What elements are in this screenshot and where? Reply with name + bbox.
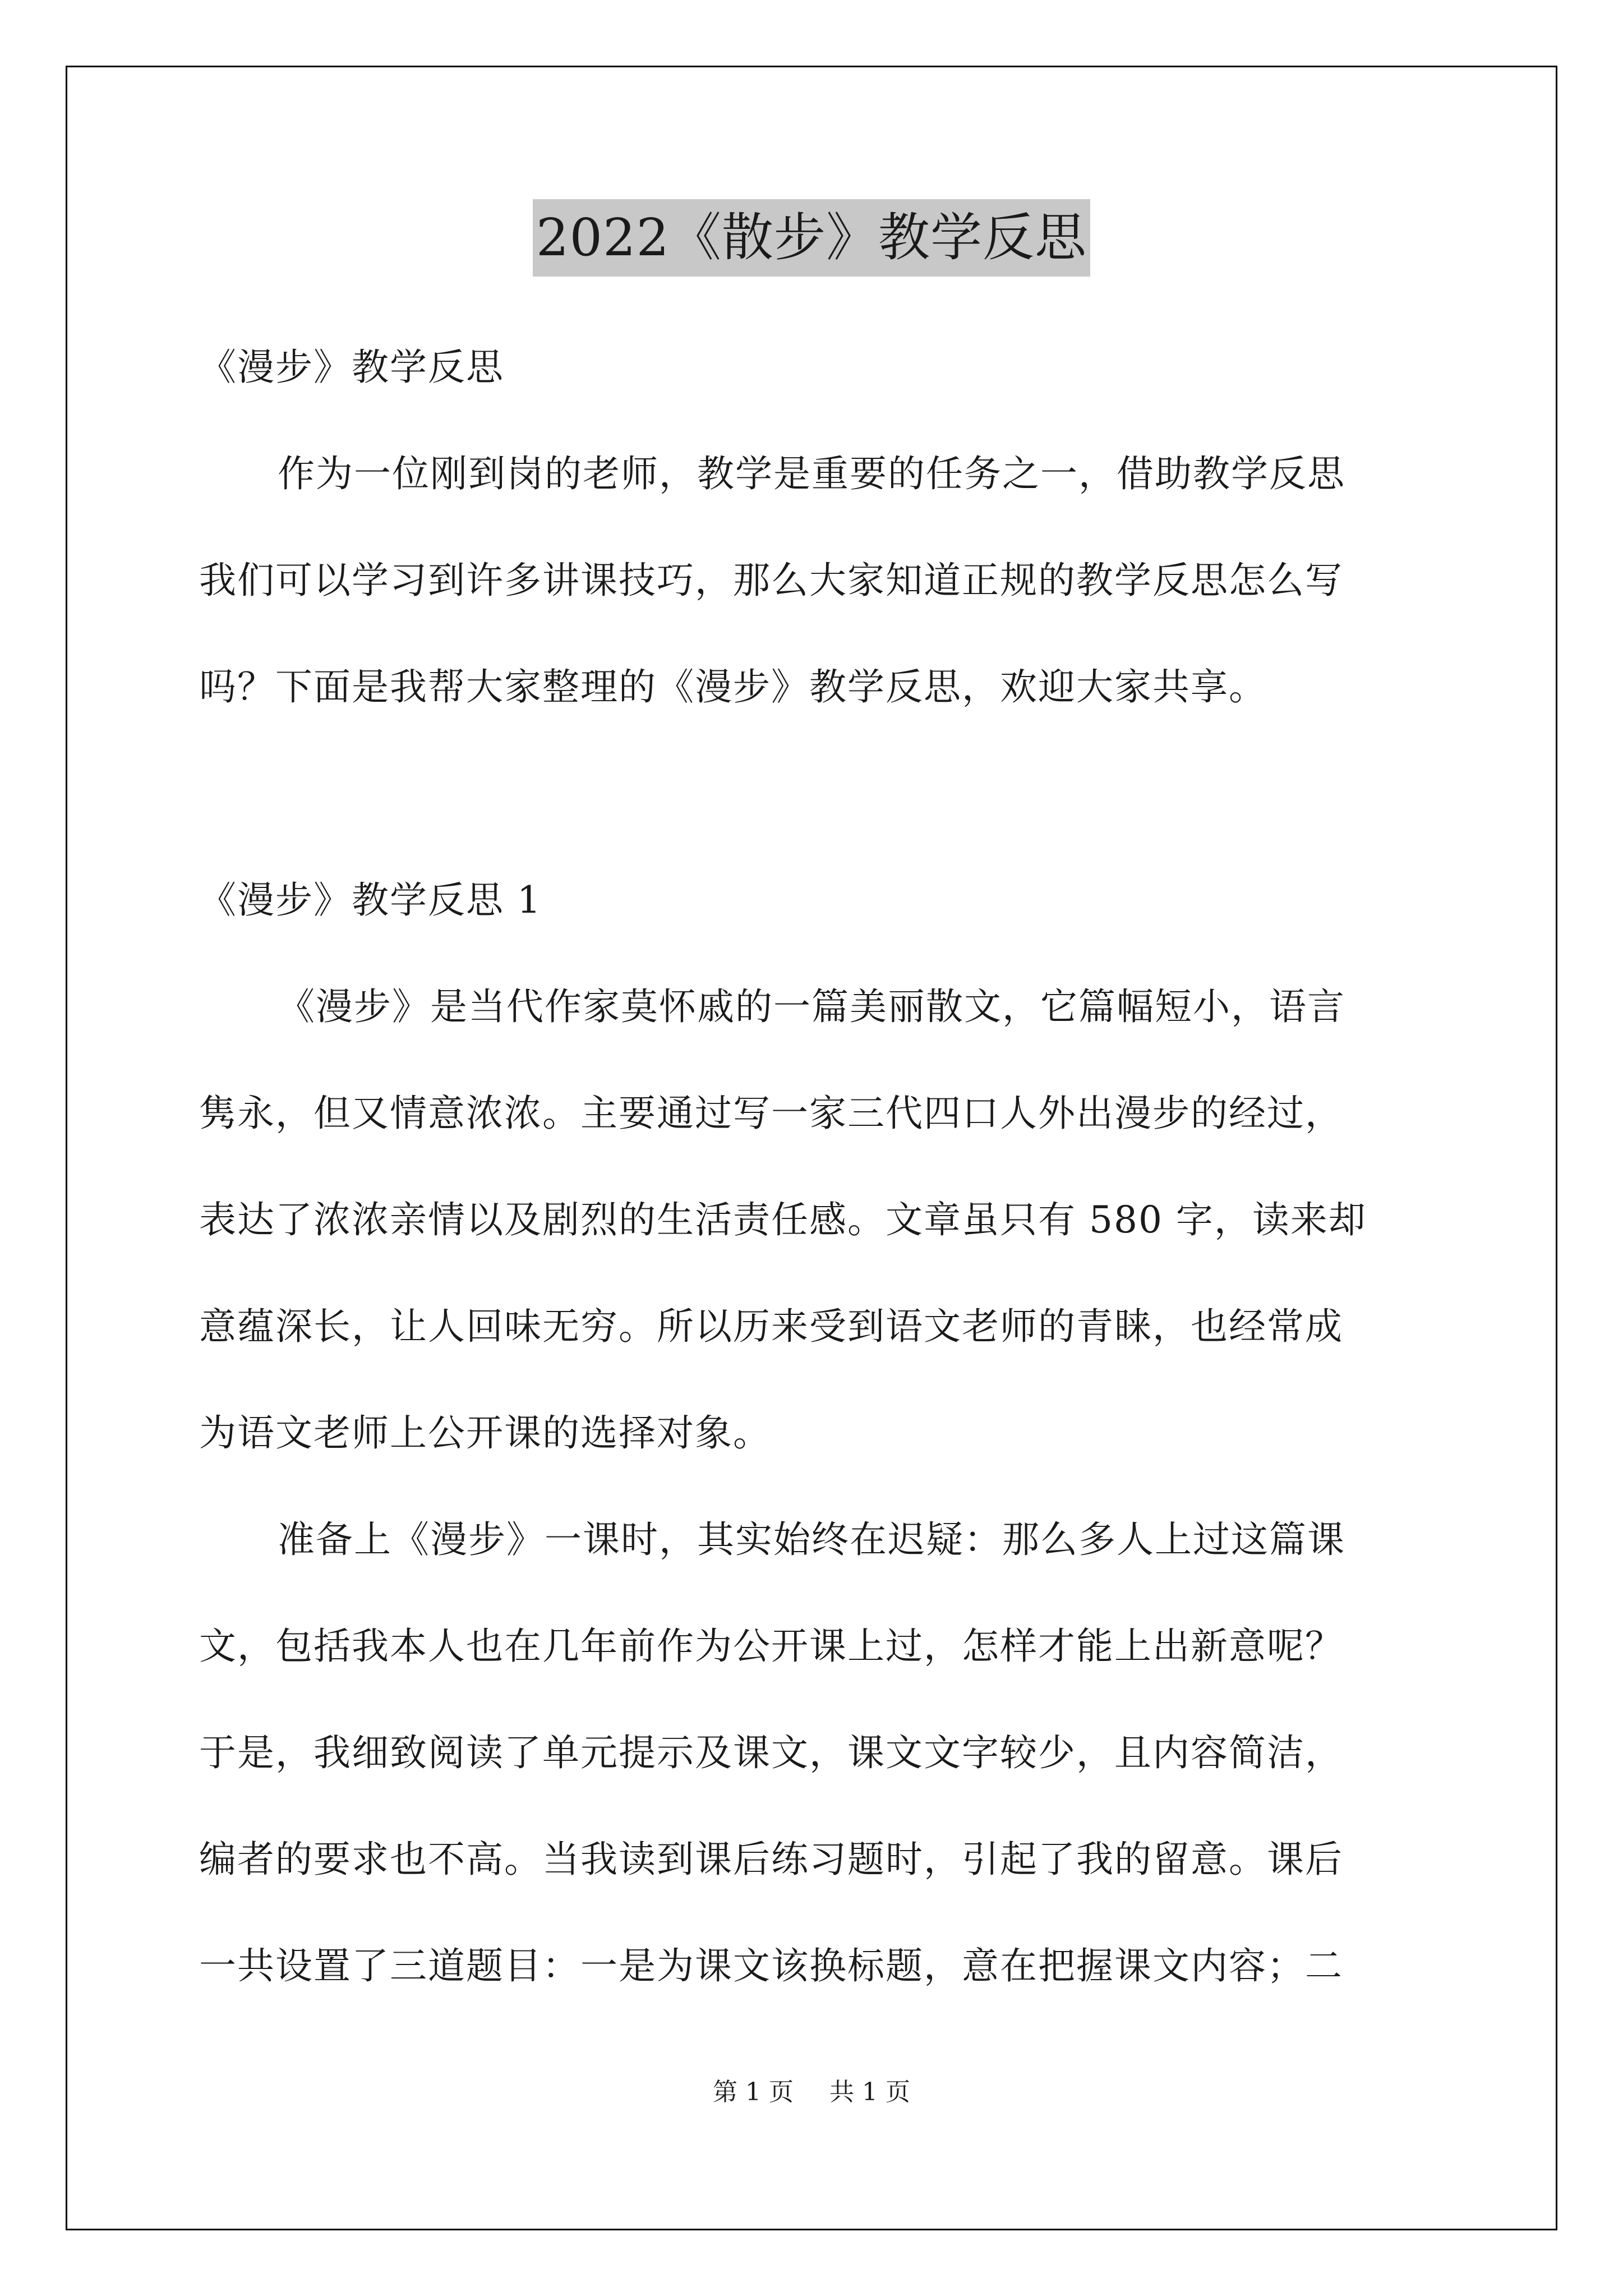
title-container — [0, 199, 1623, 277]
paragraph-line: 为语文老师上公开课的选择对象。 — [199, 1411, 771, 1455]
page-number: 第 1 页 — [713, 2078, 794, 2106]
section-heading: 《漫步》教学反思 — [199, 346, 504, 389]
document-body — [199, 314, 1427, 2019]
paragraph-line: 我们可以学习到许多讲课技巧，那么大家知道正规的教学反思怎么写 — [199, 559, 1343, 602]
document-title: 2022《散步》教学反思 — [533, 199, 1090, 277]
paragraph-line: 编者的要求也不高。当我读到课后练习题时，引起了我的留意。课后 — [199, 1838, 1343, 1881]
paragraph-line: 意蕴深长，让人回味无穷。所以历来受到语文老师的青睐，也经常成 — [199, 1305, 1343, 1348]
paragraph-line: 作为一位刚到岗的老师，教学是重要的任务之一，借助教学反思 — [278, 452, 1345, 495]
paragraph-line: 表达了浓浓亲情以及剧烈的生活责任感。文章虽只有 580 字，读来却 — [199, 1198, 1367, 1241]
paragraph-line: 隽永，但又情意浓浓。主要通过写一家三代四口人外出漫步的经过， — [199, 1092, 1343, 1135]
page-count: 共 1 页 — [829, 2078, 910, 2106]
paragraph-line: 一共设置了三道题目：一是为课文该换标题，意在把握课文内容；二 — [199, 1944, 1343, 1987]
paragraph-line: 文，包括我本人也在几年前作为公开课上过，怎样才能上出新意呢？ — [199, 1625, 1343, 1668]
paragraph-gap — [199, 740, 1427, 847]
section-heading: 《漫步》教学反思 1 — [199, 878, 542, 922]
paragraph-line: 于是，我细致阅读了单元提示及课文，课文文字较少，且内容简洁， — [199, 1731, 1343, 1774]
paragraph-line: 《漫步》是当代作家莫怀戚的一篇美丽散文，它篇幅短小，语言 — [278, 985, 1345, 1028]
paragraph-line: 吗？下面是我帮大家整理的《漫步》教学反思，欢迎大家共享。 — [199, 665, 1267, 708]
page-footer — [0, 2076, 1623, 2109]
paragraph-line: 准备上《漫步》一课时，其实始终在迟疑：那么多人上过这篇课 — [278, 1518, 1345, 1561]
